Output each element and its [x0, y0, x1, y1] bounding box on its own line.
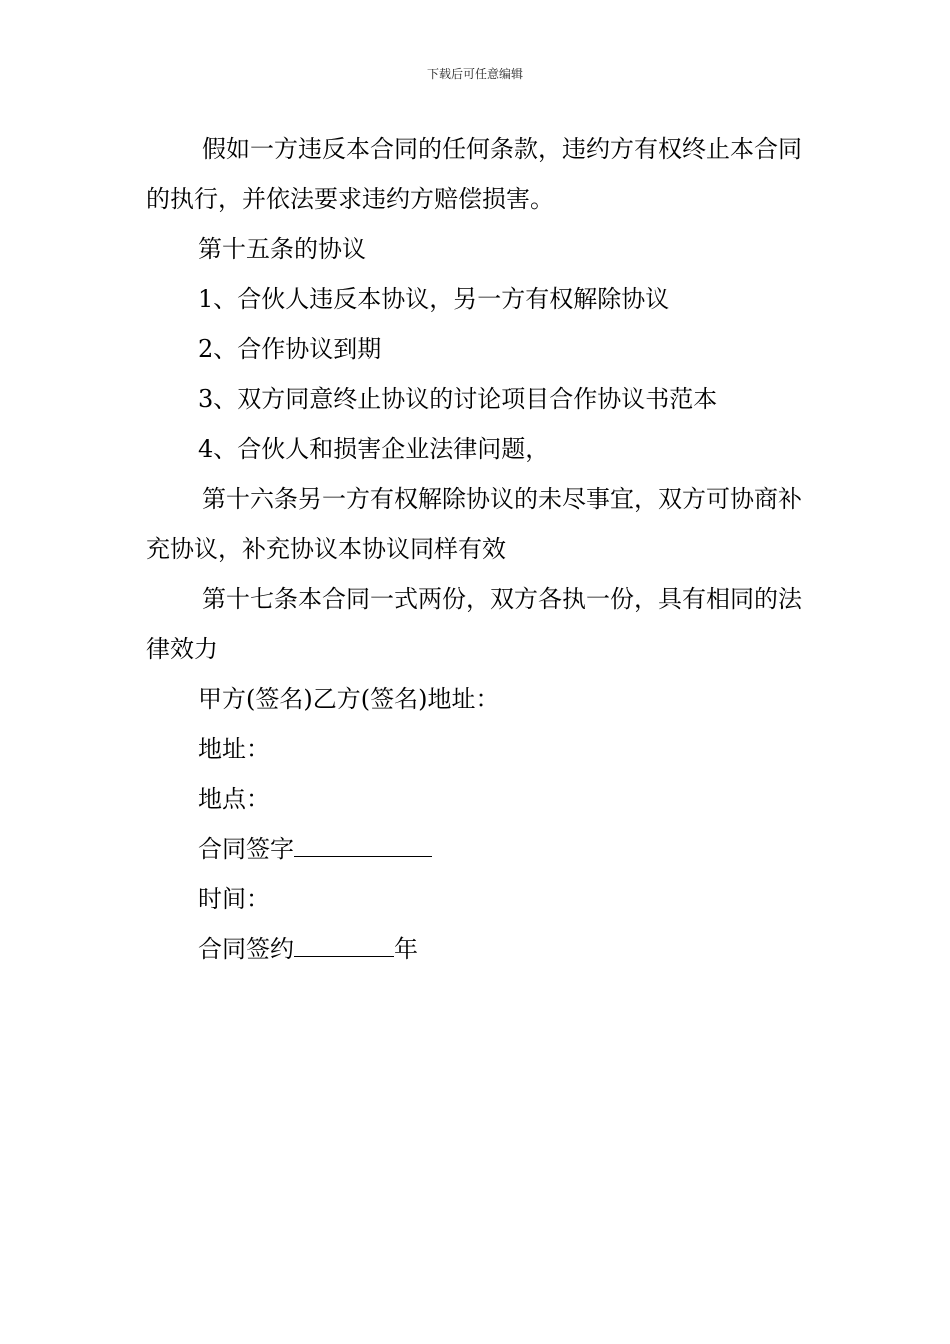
date-blank-line: [294, 936, 394, 957]
paragraph-contract-signature: [146, 824, 812, 874]
paragraph-location: 地点：: [198, 785, 270, 813]
contract-date-label: 合同签约: [198, 935, 294, 963]
paragraph-article-15-title: 第十五条的协议: [198, 235, 366, 263]
paragraph-item-3: 3、双方同意终止协议的讨论项目合作协议书范本: [198, 385, 718, 413]
paragraph-article-17: 第十七条本合同一式两份，双方各执一份，具有相同的法律效力: [146, 585, 802, 663]
paragraph-item-1: 1、合伙人违反本协议，另一方有权解除协议: [198, 285, 670, 313]
paragraph-item-2: 2、合作协议到期: [198, 335, 382, 363]
paragraph-article-16: 第十六条另一方有权解除协议的未尽事宜，双方可协商补充协议，补充协议本协议同样有效: [146, 485, 802, 563]
paragraph-signatures: 甲方(签名)乙方(签名)地址：: [198, 685, 500, 713]
paragraph-address: 地址：: [198, 735, 270, 763]
page-header-note: 下载后可任意编辑: [426, 67, 523, 81]
paragraph-breach-clause: 假如一方违反本合同的任何条款，违约方有权终止本合同的执行，并依法要求违约方赔偿损害。: [146, 135, 802, 213]
signature-blank-line: [294, 836, 432, 857]
document-body: [146, 124, 812, 974]
paragraph-item-4: 4、合伙人和损害企业法律问题，: [198, 435, 550, 463]
paragraph-time: 时间：: [198, 885, 270, 913]
paragraph-contract-date: [146, 924, 812, 974]
contract-date-year-suffix: 年: [394, 935, 418, 963]
contract-signature-label: 合同签字: [198, 835, 294, 863]
